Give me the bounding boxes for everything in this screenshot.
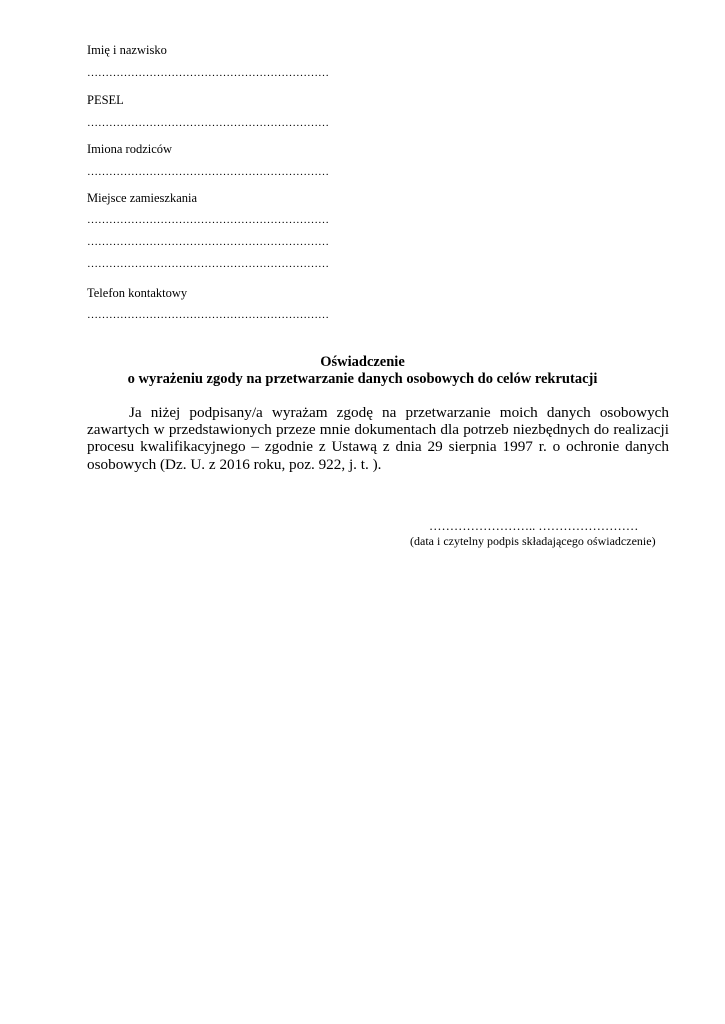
parents-names-dotted-line: ………………………………………………………… [87,166,329,178]
address-dotted-line-1: ………………………………………………………… [87,214,329,226]
statement-subtitle: o wyrażeniu zgody na przetwarzanie danych osobowych do celów rekrutacji [127,371,598,387]
signature-dotted-line: …………………….. …………………… [429,519,639,533]
name-label: Imię i nazwisko [87,43,167,57]
statement-title: Oświadczenie [320,354,405,370]
parents-names-label: Imiona rodziców [87,142,173,156]
statement-body: Ja niżej podpisany/a wyrażam zgodę na przetwarzanie moich danych osobowych zawartych w przedstawionych przeze mnie dokumentach dla potrzeb niezbędnych do realizacji procesu kwalifikacyjnego – zgodnie z Ustawą z dnia 29 sierpnia 1997 r. o ochronie danych osobowych (Dz. U. z 2016 roku, poz. 922, j. t. ). [87,404,669,473]
pesel-label: PESEL [87,93,124,107]
name-dotted-line: ………………………………………………………… [87,67,329,79]
address-label: Miejsce zamieszkania [87,191,198,205]
signature-caption: (data i czytelny podpis składającego oświadczenie) [410,534,656,548]
phone-label: Telefon kontaktowy [87,286,188,300]
address-dotted-line-3: ………………………………………………………… [87,258,329,270]
pesel-dotted-line: ………………………………………………………… [87,117,329,129]
address-dotted-line-2: ………………………………………………………… [87,236,329,248]
phone-dotted-line: ………………………………………………………… [87,309,329,321]
